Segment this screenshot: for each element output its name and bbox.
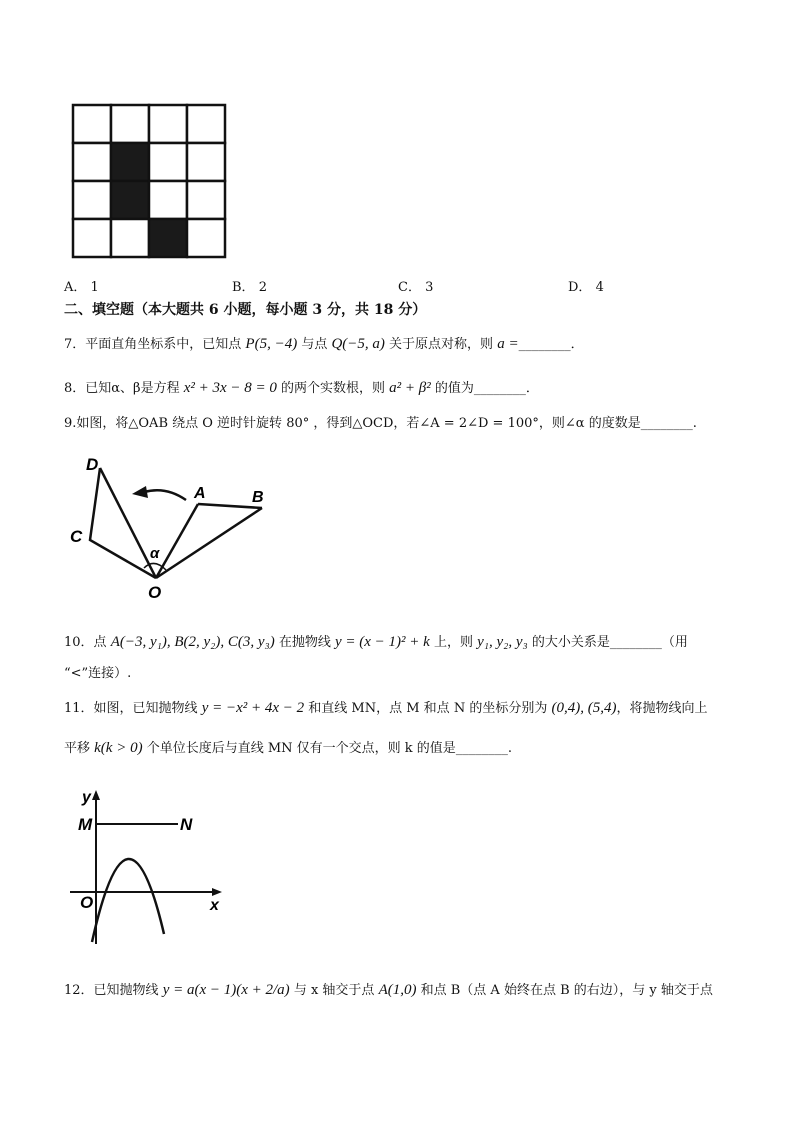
question-11-line-2: 平移 k(k > 0) 个单位长度后与直线 MN 仅有一个交点，则 k 的值是________. — [64, 740, 512, 756]
question-7: 7．平面直角坐标系中，已知点 P(5, −4) 与点 Q(−5, a) 关于原点对称，则 a =________． — [64, 336, 584, 352]
grid-cell-shaded — [149, 219, 187, 257]
grid-cell — [187, 219, 225, 257]
label-b: B — [252, 489, 264, 506]
grid-cell — [73, 219, 111, 257]
option-d: D． 4 — [568, 280, 604, 295]
grid-cell — [149, 143, 187, 181]
grid-cell-shaded — [111, 181, 149, 219]
grid-cell — [187, 143, 225, 181]
label-x: x — [210, 897, 219, 914]
label-o: O — [148, 583, 162, 602]
label-o: O — [80, 893, 94, 912]
label-alpha: α — [150, 545, 160, 562]
question-9: 9.如图，将△OAB 绕点 O 逆时针旋转 80° ，得到△OCD，若∠A = 2∠D = 100°，则∠α 的度数是________. — [64, 416, 697, 431]
parabola-figure — [66, 784, 236, 949]
grid-cell — [149, 181, 187, 219]
grid-cell — [187, 105, 225, 143]
grid-cell — [149, 105, 187, 143]
label-c: C — [70, 527, 83, 546]
question-12: 12．已知抛物线 y = a(x − 1)(x + 2/a) 与 x 轴交于点 A(1,0) 和点 B（点 A 始终在点 B 的右边），与 y 轴交于点 — [64, 982, 713, 998]
question-8: 8．已知α、β是方程 x² + 3x − 8 = 0 的两个实数根，则 a² + β² 的值为________． — [64, 380, 539, 396]
question-10: 10．点 A(−3, y₁), B(2, y₂), C(3, y₃) 在抛物线 y = (x − 1)² + k 上，则 y₁, y₂, y₃ 的大小关系是________（用 — [64, 634, 688, 650]
option-b: B． 2 — [232, 280, 267, 295]
option-a: A． 1 — [64, 280, 99, 295]
label-n: N — [180, 815, 193, 834]
rotation-figure — [66, 452, 276, 602]
grid-cell — [187, 181, 225, 219]
option-c: C． 3 — [398, 280, 434, 295]
grid-cell — [73, 105, 111, 143]
question-11: 11．如图，已知抛物线 y = −x² + 4x − 2 和直线 MN，点 M 和点 N 的坐标分别为 (0,4), (5,4)，将抛物线向上 — [64, 700, 708, 716]
grid-cell — [111, 219, 149, 257]
label-d: D — [86, 455, 99, 474]
section-heading: 二、填空题（本大题共 6 小题，每小题 3 分，共 18 分） — [64, 302, 427, 318]
grid-figure — [70, 102, 228, 260]
label-m: M — [78, 815, 93, 834]
grid-cell-shaded — [111, 143, 149, 181]
grid-cell — [111, 105, 149, 143]
grid-cell — [73, 143, 111, 181]
label-y: y — [82, 789, 91, 806]
question-10-line-2: “<”连接）. — [64, 666, 132, 681]
grid-cell — [73, 181, 111, 219]
label-a: A — [194, 485, 206, 502]
